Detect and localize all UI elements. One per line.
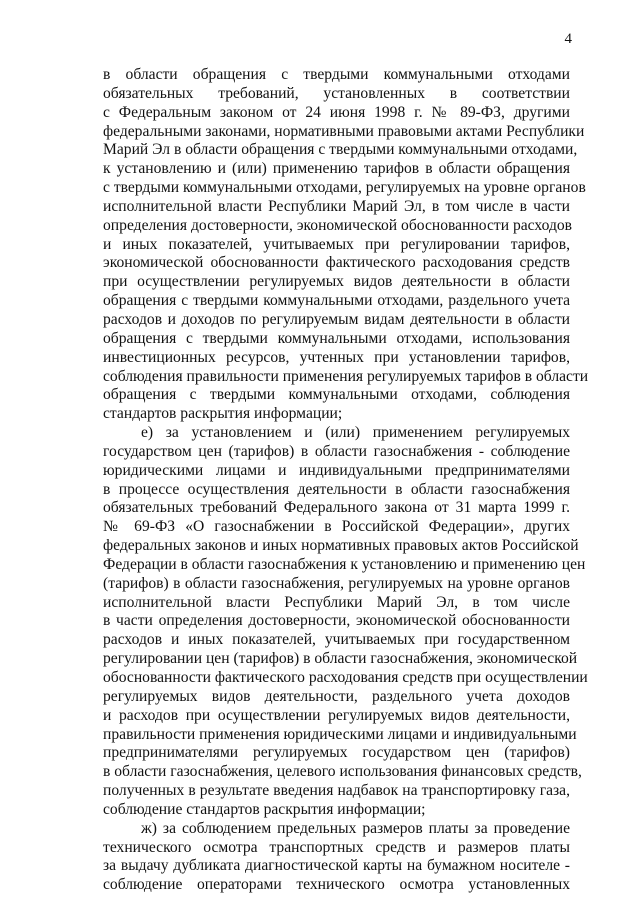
text-line: определения достоверности, экономической обоснованности расходов <box>103 216 573 234</box>
text-line: стандартов раскрытия информации; <box>103 405 343 423</box>
text-line: в области обращения с твердыми коммунальными отходами <box>103 66 570 83</box>
text-line: в процессе осуществления деятельности в области газоснабжения <box>103 480 570 498</box>
text-line: при осуществлении регулируемых видов деятельности в области <box>103 273 570 291</box>
text-line: расходов и доходов по регулируемым видам деятельности в области <box>103 310 570 328</box>
text-line: правильности применения юридическими лицами и индивидуальными <box>103 725 577 743</box>
text-line: соблюдения правильности применения регулируемых тарифов в области <box>103 367 589 385</box>
text-line: инвестиционных ресурсов, учтенных при установлении тарифов, <box>103 348 570 366</box>
text-line: ж) за соблюдением предельных размеров платы за проведение <box>141 819 570 837</box>
text-line: соблюдение операторами технического осмотра установленных <box>103 876 570 894</box>
text-line: е) за установлением и (или) применением регулируемых <box>141 424 570 442</box>
text-line: расходов и иных показателей, учитываемых при государственном <box>103 631 570 649</box>
document-body <box>103 66 589 895</box>
text-line: юридическими лицами и индивидуальными предпринимателями <box>103 461 570 479</box>
text-line: соблюдение стандартов раскрытия информации; <box>103 800 426 818</box>
text-line: регулируемых видов деятельности, раздельного учета доходов <box>103 687 570 705</box>
text-line: полученных в результате введения надбавок на транспортировку газа, <box>103 782 570 800</box>
text-line: обращения с твердыми коммунальными отходами, использования <box>103 329 570 347</box>
text-line: обязательных требований Федерального закона от 31 марта 1999 г. <box>103 499 570 517</box>
text-line: и расходов при осуществлении регулируемых видов деятельности, <box>103 706 570 724</box>
text-line: обращения с твердыми коммунальными отходами, раздельного учета <box>103 292 570 310</box>
paragraph-e <box>103 424 588 820</box>
text-line: регулировании цен (тарифов) в области газоснабжения, экономической <box>103 650 578 668</box>
text-line: к установлению и (или) применению тарифов в области обращения <box>103 160 570 178</box>
text-line: и иных показателей, учитываемых при регулировании тарифов, <box>103 235 570 253</box>
text-line: экономической обоснованности фактического расходования средств <box>103 254 570 272</box>
text-line: обязательных требований, установленных в соответствии <box>103 84 570 102</box>
text-line: предпринимателями регулируемых государством цен (тарифов) <box>103 744 570 762</box>
text-line: Марий Эл в области обращения с твердыми коммунальными отходами, <box>103 141 578 159</box>
text-line: с твердыми коммунальными отходами, регулируемых на уровне органов <box>103 179 586 197</box>
text-line: государством цен (тарифов) в области газоснабжения - соблюдение <box>103 442 570 460</box>
text-line: федеральными законами, нормативными правовыми актами Республики <box>103 122 585 140</box>
text-line: технического осмотра транспортных средств и размеров платы <box>103 838 570 856</box>
page-number: 4 <box>564 31 572 47</box>
text-line: за выдачу дубликата диагностической карты на бумажном носителе - <box>103 857 570 875</box>
text-line: с Федеральным законом от 24 июня 1998 г. № 89-ФЗ, другими <box>103 103 570 121</box>
text-line: федеральных законов и иных нормативных правовых актов Российской <box>103 537 579 555</box>
text-line: в части определения достоверности, экономической обоснованности <box>103 612 570 630</box>
paragraph-d-continuation <box>103 66 589 424</box>
text-line: (тарифов) в области газоснабжения, регулируемых на уровне органов <box>103 574 570 592</box>
paragraph-zh <box>103 820 570 895</box>
text-line: № 69-ФЗ «О газоснабжении в Российской Федерации», других <box>103 518 570 536</box>
text-line: Федерации в области газоснабжения к установлению и применению цен <box>103 555 586 573</box>
text-line: исполнительной власти Республики Марий Эл, в том числе в части <box>103 197 570 215</box>
text-line: обоснованности фактического расходования средств при осуществлении <box>103 669 588 686</box>
text-line: обращения с твердыми коммунальными отходами, соблюдения <box>103 386 570 404</box>
text-line: в области газоснабжения, целевого использования финансовых средств, <box>103 763 582 781</box>
text-line: исполнительной власти Республики Марий Эл, в том числе <box>103 593 570 611</box>
